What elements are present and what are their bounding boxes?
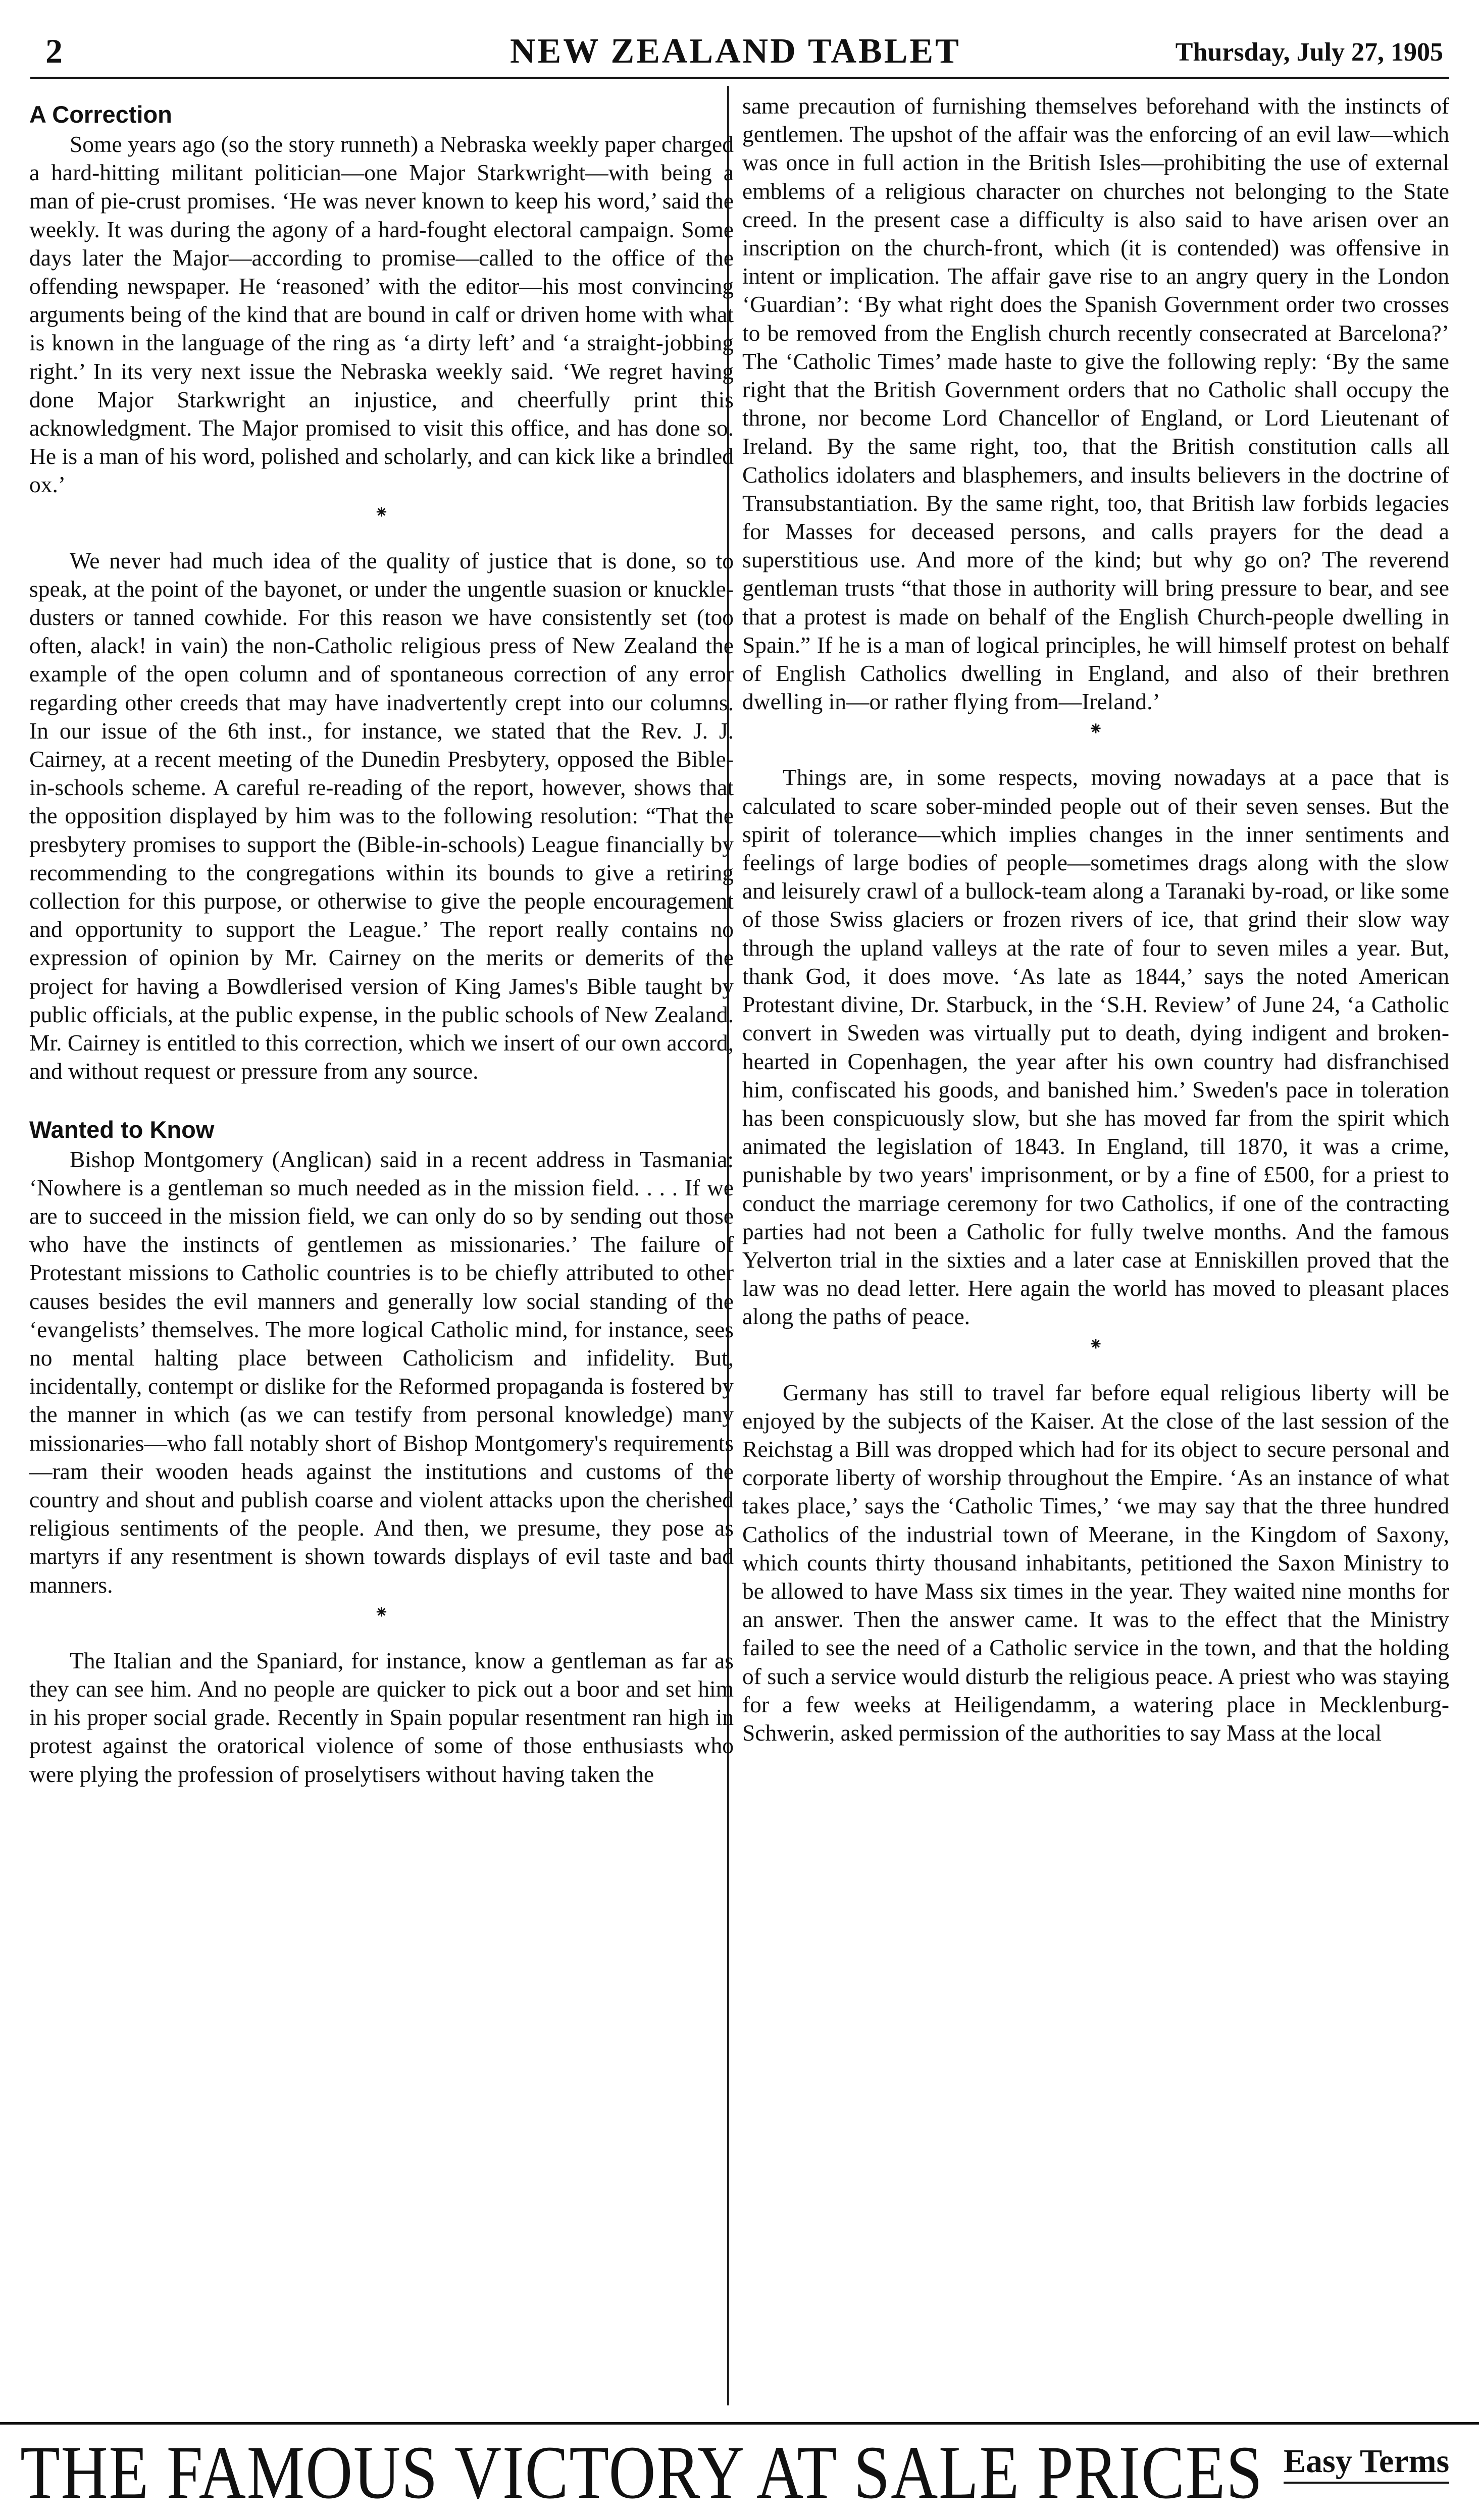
left-column xyxy=(29,99,734,1789)
advertisement-banner: THE FAMOUS VICTORY AT SALE PRICES xyxy=(20,2431,1263,2514)
right-column xyxy=(742,92,1449,1747)
section-heading-wanted-to-know: Wanted to Know xyxy=(29,1116,215,1143)
page-number: 2 xyxy=(45,32,63,70)
page-header xyxy=(30,31,1449,79)
masthead-title: NEW ZEALAND TABLET xyxy=(510,32,961,71)
article-paragraph: The Italian and the Spaniard, for instance, know a gentleman as far as they can see him. And no people are quicker to pick out a boor and set him in his proper social grade. Recently in Spain popular resentment ran high in protest against the oratorical violence of some of those enthusiasts who were plying the profession of proselytisers without having taken the xyxy=(29,1647,734,1787)
section-heading-correction: A Correction xyxy=(29,101,172,128)
article-paragraph: same precaution of furnishing themselves beforehand with the instincts of gentlemen. The upshot of the affair was the enforcing of an evil law—which was once in full action in the British Isles—prohibiting the use of external emblems of a religious character on churches not belonging to the State creed. In the present case a difficulty is also said to have arisen over an inscription on the church-front, which (it is contended) was offensive in intent or implication. The affair gave rise to an angry query in the London ‘Guardian’: ‘By what right does the Spanish Government order two crosses to be removed from the English church recently consecrated at Barcelona?’ The ‘Catholic Times’ made haste to give the following reply: ‘By the same right that the British Government orders that no Catholic shall occupy the throne, nor become Lord Chancellor of England, or Lord Lieutenant of Ireland. By the same right, too, that the British constitution calls all Catholics idolaters and blasphemers, and insults believers in the doctrine of Transubstantiation. By the same right, too, that British law forbids legacies for Masses for deceased persons, and calls prayers for the dead a superstitious use. And more of the kind; but why go on? The reverend gentleman trusts “that those in authority will bring pressure to bear, and see that a protest is made on behalf of the English Church-people dwelling in Spain.” If he is a man of logical principles, he will himself protest on behalf of English Catholics dwelling in England, and also of their brethren dwelling in—or rather flying from—Ireland.’ xyxy=(742,93,1449,715)
easy-terms-label: Easy Terms xyxy=(1284,2442,1449,2484)
article-paragraph: Some years ago (so the story runneth) a Nebraska weekly paper charged a hard-hitting militant politician—one Major Starkwright—with being a man of pie-crust promises. ‘He was never known to keep his word,’ said the weekly. It was during the agony of a hard-fought electoral campaign. Some days later the Major—according to promise—called to the office of the offending newspaper. He ‘reasoned’ with the editor—his most convincing arguments being of the kind that are bound in calf or driven home with what is known in the language of the ring as ‘a dirty left’ and ‘a straight-jobbing right.’ In its very next issue the Nebraska weekly said. ‘We regret having done Major Starkwright an injustice, and cheerfully print this acknowledgment. The Major promised to visit this office, and has done so. He is a man of his word, polished and scholarly, and can kick like a brindled ox.’ xyxy=(29,131,734,498)
separator-star: ⁕ xyxy=(374,1602,389,1622)
article-paragraph: We never had much idea of the quality of justice that is done, so to speak, at the point of the bayonet, or under the ungentle suasion or knuckle-dusters or tanned cowhide. For this reason we have consistently set (too often, alack! in vain) the non-Catholic religious press of New Zealand the example of the open column and of spontaneous correction of any error regarding other creeds that may have inadvertently crept into our columns. In our issue of the 6th inst., for instance, we stated that the Rev. J. J. Cairney, at a recent meeting of the Dunedin Presbytery, opposed the Bible-in-schools scheme. A careful re-reading of the report, however, shows that the opposition displayed by him was to the following resolution: “That the presbytery promises to support the (Bible-in-schools) League financially by recommending to the congregations within its bounds to give a retiring collection for this purpose, or otherwise to give the people encouragement and opportunity to support the League.’ The report really contains no expression of opinion by Mr. Cairney on the merits or demerits of the project for having a Bowdlerised version of King James's Bible taught by public officials, at the public expense, in the public schools of New Zealand. Mr. Cairney is entitled to this correction, which we insert of our own accord, and without request or pressure from any source. xyxy=(29,547,734,1084)
separator-star: ⁕ xyxy=(1088,719,1104,740)
footer-rule xyxy=(0,2422,1479,2425)
issue-date: Thursday, July 27, 1905 xyxy=(1175,38,1443,67)
article-paragraph: Bishop Montgomery (Anglican) said in a recent address in Tasmania: ‘Nowhere is a gentleman so much needed as in the mission field. . . . If we are to succeed in the mission field, we can only do so by sending out those who have the instincts of gentlemen as missionaries.’ The failure of Protestant missions to Catholic countries is to be chiefly attributed to other causes besides the evil manners and generally low social standing of the ‘evangelists’ themselves. The more logical Catholic mind, for instance, sees no mental halting place between Catholicism and infidelity. But, incidentally, contempt or dislike for the Reformed propaganda is fostered by the manner in which (as we can testify from personal knowledge) many missionaries—who fall notably short of Bishop Montgomery's requirements—ram their wooden heads against the institutions and customs of the country and shout and publish coarse and violent attacks upon the cherished religious sentiments of the people. And then, we presume, they pose as martyrs if any resentment is shown towards displays of evil taste and bad manners. xyxy=(29,1146,734,1598)
separator-star: ⁕ xyxy=(374,502,389,522)
article-paragraph: Things are, in some respects, moving nowadays at a pace that is calculated to scare sober-minded people out of their seven senses. But the spirit of tolerance—which implies changes in the inner sentiments and feelings of large bodies of people—sometimes drags along with the slow and leisurely crawl of a bullock-team along a Taranaki by-road, or like some of those Swiss glaciers or frozen rivers of ice, that grind their slow way through the upland valleys at the rate of four to seven miles a year. But, thank God, it does move. ‘As late as 1844,’ says the noted American Protestant divine, Dr. Starbuck, in the ‘S.H. Review’ of June 24, ‘a Catholic convert in Sweden was virtually put to death, dying indigent and broken-hearted in Copenhagen, the year after his own country had disfranchised him, confiscated his goods, and banished him.’ Sweden's pace in toleration has been conspicuously slow, but she has moved far from the spirit which animated the legislation of 1843. In England, till 1870, it was a crime, punishable by two years' imprisonment, or by a fine of £500, for a priest to conduct the marriage ceremony for two Catholics, if one of the contracting parties had not been a Catholic for fully twelve months. And the famous Yelverton trial in the sixties and a later case at Enniskillen proved that the law was no dead letter. Here again the world has moved to pleasant places along the paths of peace. xyxy=(742,764,1449,1330)
separator-star: ⁕ xyxy=(1088,1334,1104,1354)
article-paragraph: Germany has still to travel far before equal religious liberty will be enjoyed by the subjects of the Kaiser. At the close of the last session of the Reichstag a Bill was dropped which had for its object to secure personal and corporate liberty of worship throughout the Empire. ‘As an instance of what takes place,’ says the ‘Catholic Times,’ ‘we may say that the three hundred Catholics of the industrial town of Meerane, in the Kingdom of Saxony, which counts thirty thousand inhabitants, petitioned the Saxon Ministry to be allowed to have Mass six times in the year. They waited nine months for an answer. Then the answer came. It was to the effect that the Ministry failed to see the need of a Catholic service in the town, and that the holding of such a service would disturb the religious peace. A priest who was staying for a few weeks at Heiligendamm, a watering place in Mecklenburg-Schwerin, asked permission of the authorities to say Mass at the local xyxy=(742,1379,1449,1746)
